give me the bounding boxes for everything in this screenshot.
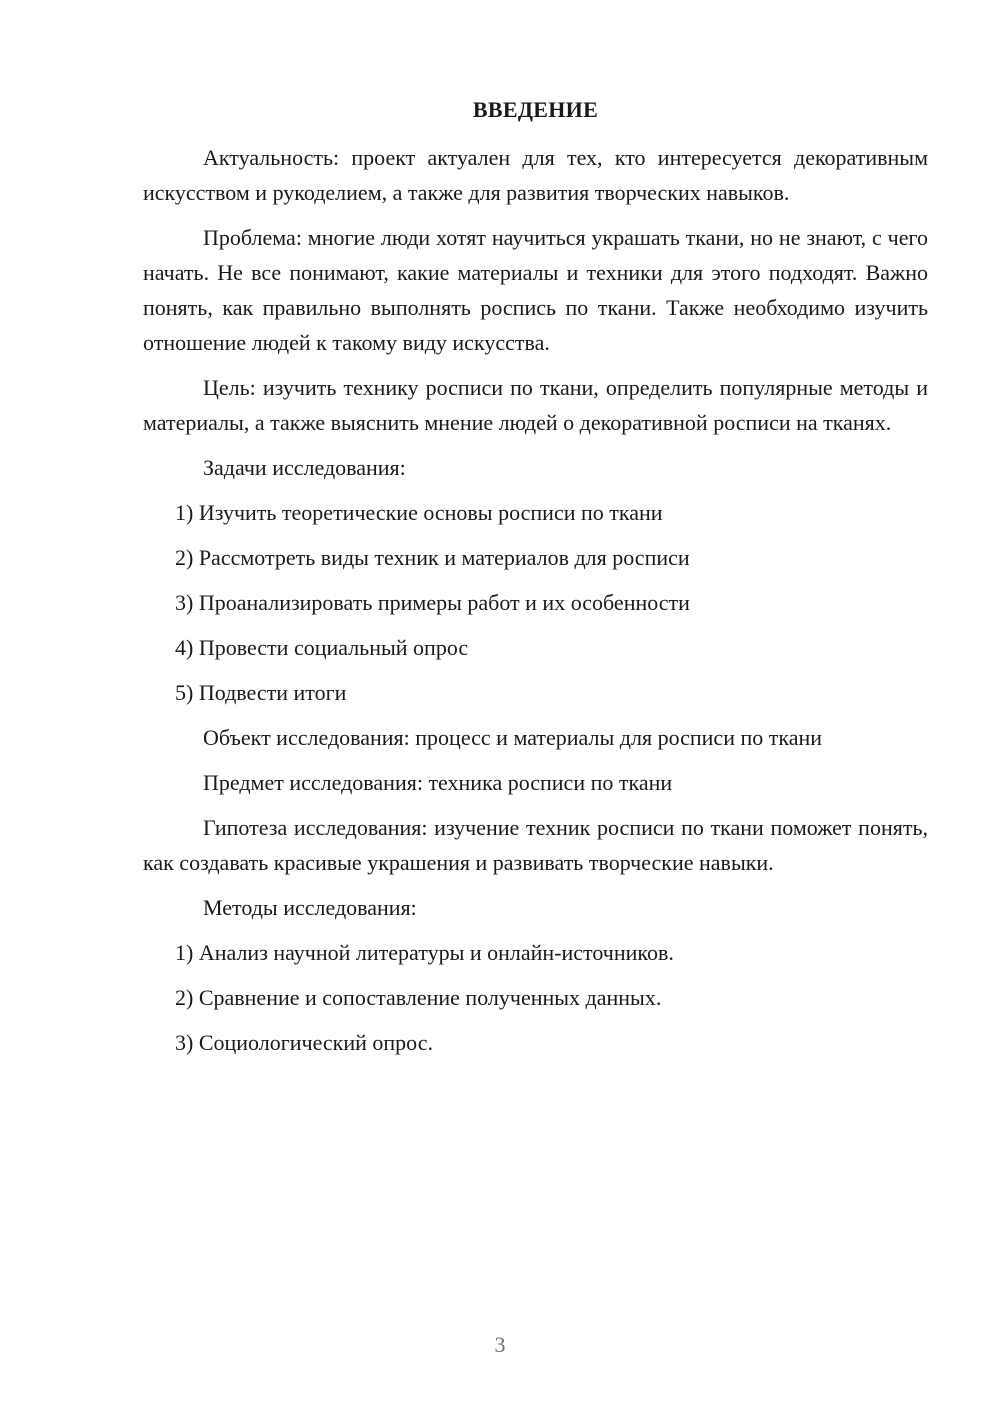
method-item: 2) Сравнение и сопоставление полученных данных. xyxy=(175,985,662,1010)
hypothesis-paragraph: Гипотеза исследования: изучение техник росписи по ткани поможет понять, как создавать красивые украшения и развивать творческие навыки. xyxy=(143,815,928,875)
task-item: 4) Провести социальный опрос xyxy=(175,635,469,660)
methods-heading: Методы исследования: xyxy=(203,895,417,920)
methods-list xyxy=(143,935,928,1060)
tasks-heading: Задачи исследования: xyxy=(203,455,406,480)
goal-paragraph: Цель: изучить технику росписи по ткани, определить популярные методы и материалы, а также выяснить мнение людей о декоративной росписи на тканях. xyxy=(143,375,928,435)
page-number: 3 xyxy=(494,1332,506,1357)
tasks-list xyxy=(143,495,928,710)
method-item: 3) Социологический опрос. xyxy=(175,1030,433,1055)
task-item: 2) Рассмотреть виды техник и материалов для росписи xyxy=(175,545,690,570)
page-content xyxy=(143,92,928,1070)
relevance-paragraph: Актуальность: проект актуален для тех, кто интересуется декоративным искусством и рукоделием, а также для развития творческих навыков. xyxy=(143,145,928,205)
section-title: ВВЕДЕНИЕ xyxy=(472,97,599,122)
method-item: 1) Анализ научной литературы и онлайн-источников. xyxy=(175,940,674,965)
task-item: 1) Изучить теоретические основы росписи по ткани xyxy=(175,500,663,525)
research-subject: Предмет исследования: техника росписи по ткани xyxy=(203,770,673,795)
problem-paragraph: Проблема: многие люди хотят научиться украшать ткани, но не знают, с чего начать. Не все понимают, какие материалы и техники для этого подходят. Важно понять, как правильно выполнять роспись по ткани. Также необходимо изучить отношение людей к такому виду искусства. xyxy=(143,225,928,355)
task-item: 5) Подвести итоги xyxy=(175,680,347,705)
research-object: Объект исследования: процесс и материалы для росписи по ткани xyxy=(203,725,823,750)
task-item: 3) Проанализировать примеры работ и их особенности xyxy=(175,590,690,615)
